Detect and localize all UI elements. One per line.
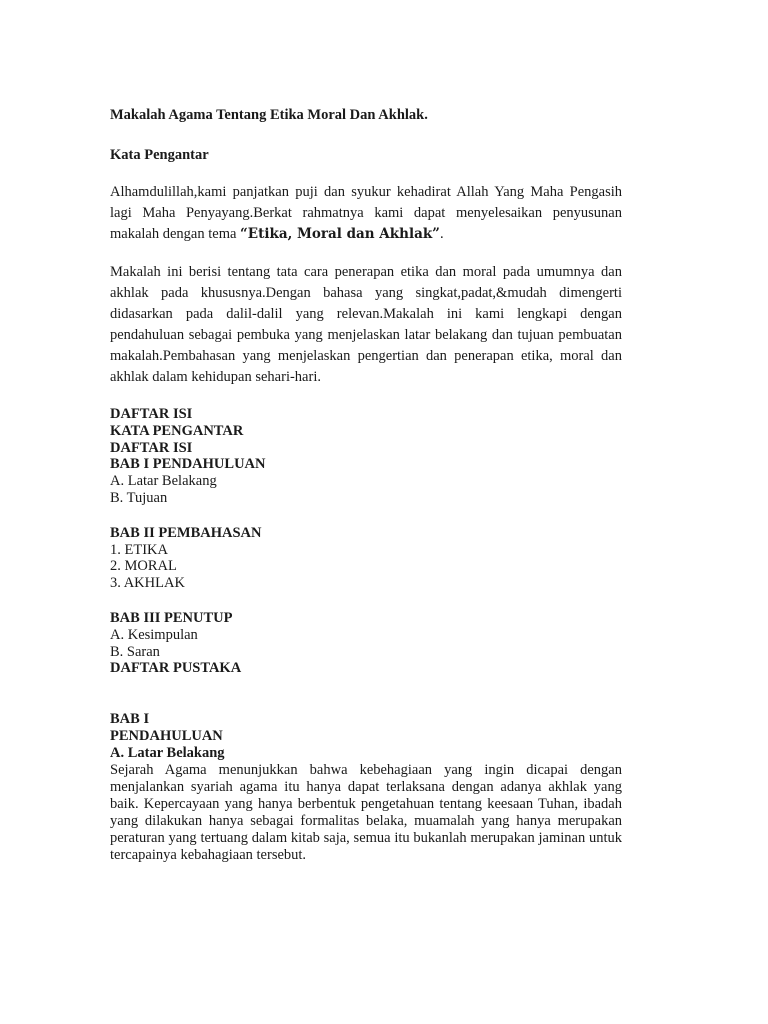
foreword-paragraph-2: Makalah ini berisi tentang tata cara penerapan etika dan moral pada umumnya dan akhlak pada khususnya.Dengan bahasa yang singkat,padat,&mudah dimengerti didasarkan pada dalil-dalil yang relevan.Makalah ini kami lengkapi dengan pendahuluan sebagai pembuka yang menjelaskan latar belakang dan tujuan pembuatan makalah.Pembahasan yang menjelaskan pengertian dan penerapan etika, moral dan akhlak dalam kehidupan sehari-hari.: [110, 264, 622, 385]
toc-item: 2. MORAL: [110, 558, 177, 575]
toc-item: DAFTAR PUSTAKA: [110, 660, 242, 677]
foreword-paragraph-1-end: .: [439, 226, 444, 242]
theme-emphasis: “Etika, Moral dan Akhlak”: [240, 226, 440, 242]
toc-item: A. Kesimpulan: [110, 626, 198, 643]
document-page: [110, 106, 622, 864]
chapter-title: PENDAHULUAN: [110, 727, 223, 744]
chapter-1: [110, 711, 622, 863]
chapter-paragraph: Sejarah Agama menunjukkan bahwa kebehagiaan yang ingin dicapai dengan menjalankan syariah agama itu hanya dapat terlaksana dengan adanya akhlak yang baik. Kepercayaan yang hanya berbentuk pengetahuan tentang keesaan Tuhan, ibadah yang dilakukan hanya sebagai formalitas belaka, muamalah yang hanya merupakan peraturan yang tertuang dalam kitab saja, semua itu bukanlah merupakan jaminan untuk tercapainya kebahagiaan tersebut.: [110, 761, 622, 863]
toc-item: DAFTAR ISI: [110, 439, 193, 456]
toc-item: 3. AKHLAK: [110, 575, 185, 592]
chapter-subheading: A. Latar Belakang: [110, 744, 225, 761]
toc-item: 1. ETIKA: [110, 541, 168, 558]
toc-group-2: [110, 525, 622, 592]
foreword-heading: Kata Pengantar: [110, 147, 209, 163]
foreword-paragraph-1: [110, 182, 622, 245]
chapter-label: BAB I: [110, 711, 150, 728]
toc-group-3: [110, 610, 622, 677]
toc-item: BAB I PENDAHULUAN: [110, 456, 266, 473]
foreword-paragraph-1-text: Alhamdulillah,kami panjatkan puji dan syukur kehadirat Allah Yang Maha Pengasih lagi Maha Penyayang.Berkat rahmatnya kami dapat menyelesaikan penyusunan makalah dengan tema: [110, 184, 622, 242]
toc-section-2: [110, 525, 622, 592]
toc-item: KATA PENGANTAR: [110, 422, 244, 439]
toc-section-3: [110, 610, 622, 677]
toc-item: B. Tujuan: [110, 489, 168, 506]
table-of-contents: [110, 406, 622, 507]
toc-heading: DAFTAR ISI: [110, 406, 193, 422]
document-title: Makalah Agama Tentang Etika Moral Dan Akhlak.: [110, 107, 428, 123]
toc-group-1: [110, 423, 622, 507]
toc-item: B. Saran: [110, 643, 160, 660]
toc-item: A. Latar Belakang: [110, 473, 217, 490]
toc-item: BAB III PENUTUP: [110, 609, 233, 626]
toc-item: BAB II PEMBAHASAN: [110, 524, 262, 541]
